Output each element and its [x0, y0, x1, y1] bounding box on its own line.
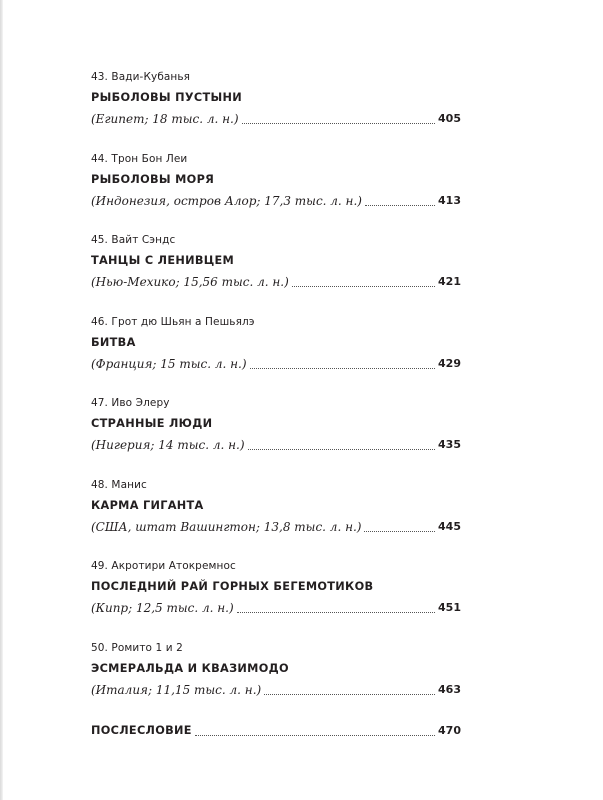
entry-meta-line: [91, 434, 461, 456]
toc-entry-45[interactable]: [91, 231, 461, 293]
entry-title: РЫБОЛОВЫ МОРЯ: [91, 172, 215, 186]
entry-meta: (Нью-Мехико; 15,56 тыс. л. н.): [91, 275, 289, 289]
entry-meta-line: [91, 597, 461, 619]
toc-entry-47[interactable]: [91, 394, 461, 456]
page-number: 405: [438, 112, 461, 125]
afterword-line: [91, 720, 461, 742]
dot-leader: [242, 123, 435, 124]
entry-meta: (Кипр; 12,5 тыс. л. н.): [91, 601, 234, 615]
entry-meta-line: [91, 679, 461, 701]
entry-meta: (США, штат Вашингтон; 13,8 тыс. л. н.): [91, 519, 362, 534]
entry-heading: 46. Грот дю Шьян а Пешьялэ: [91, 315, 255, 328]
entry-title: ТАНЦЫ С ЛЕНИВЦЕМ: [91, 254, 235, 267]
dot-leader: [292, 286, 435, 287]
entry-meta: (Нигерия; 14 тыс. л. н.): [91, 438, 245, 452]
entry-title: РЫБОЛОВЫ ПУСТЫНИ: [91, 91, 243, 104]
page-number: 429: [438, 356, 461, 370]
entry-meta-line: [91, 108, 461, 130]
entry-meta-line: [91, 353, 461, 375]
entry-heading: 48. Манис: [91, 478, 147, 491]
entry-heading: 49. Акротири Атокремнос: [91, 560, 236, 572]
entry-title: ЭСМЕРАЛЬДА И КВАЗИМОДО: [91, 661, 289, 675]
page-edge-shadow: [0, 0, 3, 800]
dot-leader: [237, 612, 435, 613]
toc-entry-afterword[interactable]: [91, 720, 461, 742]
entry-meta-line: [91, 516, 461, 538]
dot-leader: [195, 735, 435, 736]
entry-heading: 47. Иво Элеру: [91, 397, 170, 409]
entry-meta: (Италия; 11,15 тыс. л. н.): [91, 682, 262, 697]
page-number: 445: [438, 519, 461, 533]
toc-entry-50[interactable]: [91, 639, 461, 701]
toc-entry-46[interactable]: [91, 313, 461, 375]
page-number: 451: [438, 601, 461, 614]
entry-title: СТРАННЫЕ ЛЮДИ: [91, 417, 213, 430]
afterword-title: ПОСЛЕСЛОВИЕ: [91, 724, 192, 737]
dot-leader: [264, 694, 435, 695]
entry-meta: (Индонезия, остров Алор; 17,3 тыс. л. н.): [91, 193, 362, 208]
toc-entry-44[interactable]: [91, 150, 461, 212]
entry-meta-line: [91, 190, 461, 212]
toc-entry-43[interactable]: [91, 68, 461, 130]
page-number: 435: [438, 438, 461, 451]
page-number: 413: [438, 193, 461, 207]
entry-heading: 50. Ромито 1 и 2: [91, 641, 183, 654]
entry-title: КАРМА ГИГАНТА: [91, 498, 204, 512]
dot-leader: [250, 368, 435, 369]
entry-title: БИТВА: [91, 335, 136, 349]
page-number: 470: [438, 724, 461, 737]
entry-heading: 45. Вайт Сэндс: [91, 234, 176, 246]
entry-meta-line: [91, 271, 461, 293]
entry-heading: 43. Вади-Кубанья: [91, 71, 191, 83]
toc-entry-48[interactable]: [91, 476, 461, 538]
toc-entry-49[interactable]: [91, 557, 461, 619]
entry-meta: (Франция; 15 тыс. л. н.): [91, 356, 247, 371]
page-number: 421: [438, 275, 461, 288]
dot-leader: [365, 205, 435, 206]
dot-leader: [364, 531, 435, 532]
entry-meta: (Египет; 18 тыс. л. н.): [91, 112, 239, 126]
entry-heading: 44. Трон Бон Леи: [91, 152, 188, 165]
dot-leader: [248, 449, 436, 450]
table-of-contents: [91, 68, 461, 762]
page-number: 463: [438, 682, 461, 696]
entry-title: ПОСЛЕДНИЙ РАЙ ГОРНЫХ БЕГЕМОТИКОВ: [91, 580, 374, 593]
